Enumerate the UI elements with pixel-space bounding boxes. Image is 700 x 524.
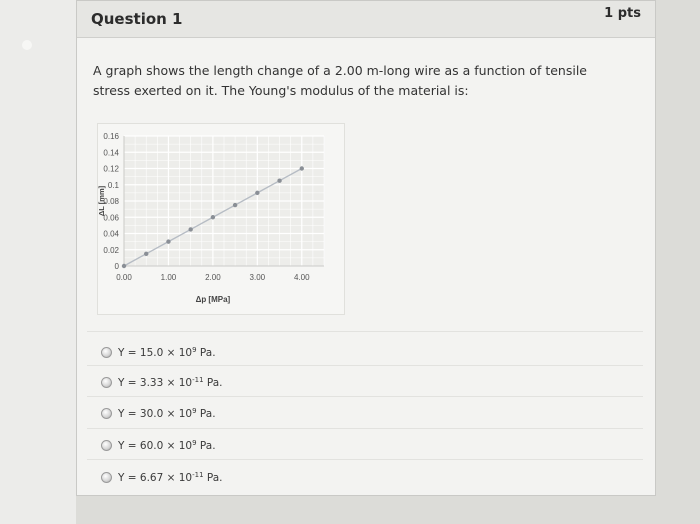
x-tick-label: 4.00 — [293, 273, 310, 282]
radio-button[interactable] — [101, 440, 112, 451]
chart-container — [97, 123, 345, 315]
answer-label: $Y = 15.0 \times 10^9$ Pa. — [118, 345, 216, 359]
y-axis-label: ΔL [mm] — [97, 185, 106, 217]
radio-button[interactable] — [101, 408, 112, 419]
y-tick-label: 0.12 — [103, 164, 119, 174]
data-point — [166, 239, 170, 243]
y-tick-label: 0.1 — [107, 180, 119, 190]
question-text: A graph shows the length change of a 2.00 m-long wire as a function of tensile stress exerted on it. The Young's modulus of the material is: — [93, 63, 587, 98]
answer-label: $Y = 3.33 \times 10^{-11}$ Pa. — [118, 375, 223, 389]
data-point — [300, 166, 304, 170]
answer-label: $Y = 6.67 \times 10^{-11}$ Pa. — [118, 470, 223, 484]
radio-button[interactable] — [101, 377, 112, 388]
y-tick-label: 0.08 — [103, 197, 119, 206]
data-point — [277, 178, 281, 182]
chart — [98, 124, 344, 314]
left-margin — [0, 0, 76, 524]
bullet-dot — [22, 40, 32, 50]
divider — [87, 396, 643, 397]
y-tick-label: 0.06 — [103, 213, 119, 223]
data-point — [233, 203, 237, 207]
question-title: Question 1 — [91, 10, 183, 28]
divider — [87, 459, 643, 460]
question-card — [76, 0, 656, 496]
x-tick-label: 2.00 — [205, 273, 221, 282]
radio-button[interactable] — [101, 472, 112, 483]
y-tick-label: 0.16 — [103, 132, 119, 141]
x-tick-label: 1.00 — [160, 273, 177, 282]
answer-option-4[interactable] — [101, 435, 216, 455]
answer-label: $Y = 60.0 \times 10^9$ Pa. — [118, 438, 216, 452]
x-axis-label: Δp [MPa] — [195, 295, 231, 304]
data-point — [211, 215, 215, 219]
y-tick-label: 0.02 — [103, 245, 119, 255]
question-points: 1 pts — [604, 6, 641, 21]
y-tick-label: 0.04 — [103, 229, 119, 239]
data-point — [122, 264, 126, 268]
data-point — [255, 191, 259, 195]
x-tick-label: 3.00 — [249, 273, 266, 282]
answer-option-2[interactable] — [101, 372, 223, 392]
data-point — [144, 252, 148, 256]
data-point — [188, 227, 192, 231]
y-tick-label: 0 — [114, 262, 119, 271]
y-tick-label: 0.14 — [103, 148, 119, 158]
divider — [87, 428, 643, 429]
answer-label: $Y = 30.0 \times 10^9$ Pa. — [118, 406, 216, 420]
question-header — [77, 1, 655, 38]
divider — [87, 365, 643, 366]
answer-option-1[interactable] — [101, 342, 216, 362]
radio-button[interactable] — [101, 347, 112, 358]
answer-option-3[interactable] — [101, 403, 216, 423]
x-tick-label: 0.00 — [116, 273, 132, 282]
divider — [87, 331, 643, 332]
answer-option-5[interactable] — [101, 467, 223, 487]
